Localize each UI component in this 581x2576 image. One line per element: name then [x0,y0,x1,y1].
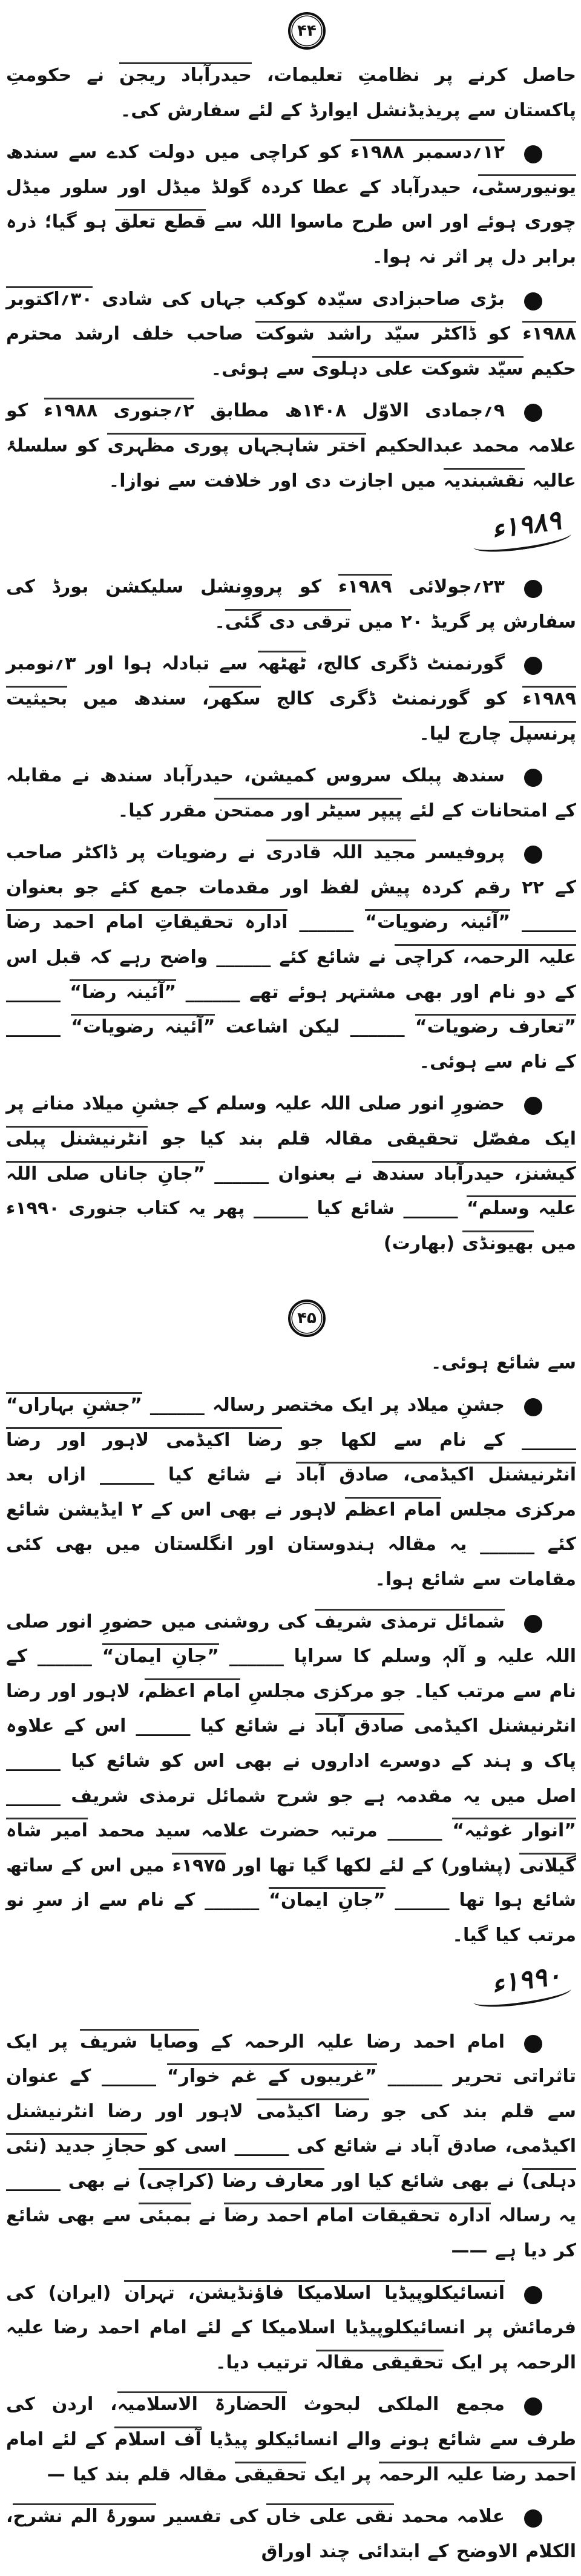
page-number-badge: ۴۵ [288,1300,326,1337]
text-run: کے لئے امام [6,2429,115,2451]
text-run: ______ کے نام سے ہوئی۔ [6,1016,576,1073]
bullet-icon [524,769,542,787]
emphasized-phrase: بمبئی [139,2203,191,2226]
page-number-badge: ۴۴ [288,12,326,50]
bullet-item [6,2025,576,2269]
text-run: کو سلسلۂ عالیہ [6,435,576,491]
text-run: ______ کے عنوان سے قلم بند کی جو [6,2066,576,2122]
bullet-item [6,1605,576,1953]
emphasized-phrase: تحقیقی مقالہ [316,2350,444,2373]
text-run: ۔ [214,611,225,632]
bullet-icon [524,292,542,310]
emphasized-phrase: یونیورسٹی [478,174,576,198]
text-run: نے شائع کئے ______ واضح رہے کہ قبل اس کے دو نام اور بھی مشتہر ہوئے تھے ______ [6,947,576,1003]
emphasized-phrase: بحیثیت پرنسپل [6,686,576,744]
bullet-icon [524,1398,542,1416]
bullet-item [6,282,576,387]
emphasized-phrase: پیپر سیٹر اور ممتحن [214,798,402,821]
emphasized-phrase: مجید اللہ قادری [266,840,416,863]
text-run: نے حکومتِ پاکستان سے پریذیڈنشل ایوارڈ کے لئے سفارش کی۔ [6,65,576,121]
bullet-icon [524,846,542,864]
text-run: کو کراچی میں دولت کدے سے سندھ [6,142,351,163]
emphasized-phrase: وصایا شریف [80,2029,199,2052]
text-run: ، اردن کی طرف سے شائع ہونے والے انسائیکلو پیڈیا [6,2394,576,2451]
emphasized-phrase: ۱۲؍دسمبر ۱۹۸۸ء [350,139,505,163]
paragraph [6,58,576,128]
emphasized-phrase: ۱۹۷۵ء [172,1853,226,1876]
text-run: کو گورنمنٹ ڈگری کالج [260,688,523,709]
emphasized-phrase: امام اعظم [145,1678,240,1702]
year-heading [6,505,570,564]
text-run: سے ہوئی۔ [211,358,313,380]
text-run: صاحب خلف ارشد محترم حکیم [6,323,576,380]
emphasized-phrase: نقشبندیہ [444,468,525,491]
bullet-icon [524,2035,542,2053]
text-run: ______ لیکن اشاعت [215,1016,415,1038]
bullet-item [6,2276,576,2380]
emphasized-phrase: ”آئینہ رضویات“ [71,1014,215,1037]
text-run: نے بعنوان ______ [205,1163,372,1184]
text-run: نے بھی ______ یہ رسالہ [6,2170,577,2227]
emphasized-phrase: امام اعظم [345,1497,441,1520]
text-run: لاہور اور رضا انٹرنیشنل اکیڈمی، صادق آباد نے شائع کی ______ اسی کو [6,2100,576,2157]
bullet-item [6,758,576,828]
emphasized-phrase: ”غریبوں کے غم خوار“ [167,2063,377,2087]
text-run: ۹؍جمادی الاوّل ۱۴۰۸ھ مطابق [194,400,505,422]
emphasized-phrase: انٹرنیشنل پبلی کیشنز، حیدرآباد سندھ [6,1126,576,1184]
year-heading-text: ۱۹۹۰ء [469,1958,573,2011]
emphasized-phrase: سکھر [209,686,260,709]
text-run: نے [191,2205,225,2227]
bullet-icon [524,657,542,675]
emphasized-phrase: ٹھٹھہ [258,651,307,674]
text-run: ، الکلام الاوضح کے ابتدائی چند اوراق [6,2506,576,2562]
text-run: مقرر کیا۔ [117,800,215,821]
emphasized-phrase: سیّد شوکت علی دہلوی [312,356,524,380]
text-run: (ایران) کی فرمائش پر انسائیکلوپیڈیا اسلامیکا کے لئے امام احمد رضا علیہ الرحمہ پر ایک [6,2282,576,2373]
book-page-45 [0,1300,581,2569]
emphasized-phrase: معارف رضا (کراچی) [139,2168,325,2192]
bullet-item [6,135,576,274]
paragraph [6,1346,576,1381]
text-run: نے بھی شائع کیا اور [324,2170,522,2192]
emphasized-phrase: صادق آباد [315,1713,404,1736]
page-number-row [6,12,576,52]
text-run: علامہ محمد [393,2506,505,2528]
text-run: سندھ پبلک سروس کمیشن، حیدرآباد سندھ نے مقابلہ کے امتحانات کے لئے [6,765,576,821]
text-run: مجمع الملکی لبحوث [286,2394,505,2416]
text-run: ترتیب دیا۔ [215,2351,316,2373]
text-run: (بھارت) [383,1232,462,1254]
text-run: ہو گیا؛ ذرہ برابر دل پر اثر نہ ہوا۔ [6,211,576,268]
text-run: مقالہ قلم بند کیا — [47,2463,235,2485]
emphasized-phrase: ۳۰؍اکتوبر ۱۹۸۸ء [6,286,576,345]
bullet-icon [524,580,542,598]
bullet-item [6,646,576,751]
text-run: ______ کے نام سے لکھا جو [282,1429,576,1451]
text-run: گورنمنٹ ڈگری کالج، [306,653,505,675]
emphasized-phrase: رضا اکیڈمی [257,2098,369,2122]
text-run: حاصل کرنے پر نظامتِ تعلیمات، [251,65,576,86]
text-run: کی تفسیر [156,2506,266,2528]
text-run: کی روشنی میں حضورِ انور صلی اللہ علیہ و آلہٖ وسلم کا سراپا ______ [6,1611,576,1668]
text-run: میں اس کے ساتھ شائع ہوا تھا ______ [6,1855,576,1911]
emphasized-phrase: انسائیکلوپیڈیا اسلامیکا فاؤنڈیشن، تہران [124,2280,505,2304]
text-run: لاہور نے بھی اس کے ۲ ایڈیشن شائع کئے ______ یہ مقالہ ہندوستان اور انگلستان میں بھی کئی مقامات سے شائع ہوا۔ [6,1499,576,1590]
year-heading-text: ۱۹۸۹ء [469,504,573,556]
bullet-item [6,1388,576,1597]
bullet-icon [524,404,542,422]
bullet-icon [524,1615,542,1633]
text-run: ، سندھ میں [67,688,209,709]
bullet-item [6,835,576,1079]
emphasized-phrase: رضا اکیڈمی لاہور اور رضا انٹرنیشنل اکیڈمی، صادق آباد [6,1427,576,1486]
text-run: پر ایک تاثراتی تحریر ______ [6,2031,577,2088]
text-run: ، حیدرآباد کے عطا کردہ گولڈ میڈل اور سلور میڈل چوری ہوئے اور اس طرح ماسوا اللہ سے [6,176,576,233]
text-run: پروفیسر [415,842,505,864]
text-run: ______ [287,912,366,933]
bullet-item [6,1086,576,1261]
page-44-content [6,58,576,1261]
emphasized-phrase: ادارہ تحقیقاتِ امام احمد رضا علیہ الرحمہ، کراچی [6,909,576,968]
emphasized-phrase: آف اسلام [114,2426,201,2450]
text-run: ______ کے نام سے مرتب کیا۔ جو مرکزی مجلسِ [6,1646,576,1702]
page-45-content [6,1346,576,2569]
text-run: جشنِ میلاد پر ایک مختصر رسالہ ______ [142,1395,505,1416]
text-run: پر ایک [306,2463,379,2485]
text-run: بڑی صاحبزادی سیّدہ کوکب جہاں کی شادی [92,288,505,310]
bullet-item [6,393,576,498]
bullet-icon [524,2397,542,2416]
text-run: سے تبادلہ ہوا اور ۳؍نومبر [6,653,258,675]
text-run: نے شائع کیا ______ ازاں بعد مرکزی مجلس [6,1464,576,1520]
emphasized-phrase: حجازِ جدید (نئی دہلی) [6,2133,576,2192]
text-run: کو پرووِنشل سلیکشن بورڈ کی سفارش پر گریڈ ۲۰ میں [6,576,576,632]
bullet-icon [524,1097,542,1115]
emphasized-phrase: ”آئینہ رضا“ [70,979,176,1003]
emphasized-phrase: احمد رضا علیہ الرحمہ [379,2462,576,2485]
emphasized-phrase: قطع تعلق [115,209,206,232]
text-run: (پشاور) کے لئے لکھا گیا تھا اور [226,1855,519,1876]
page-number-row [6,1300,576,1339]
emphasized-phrase: بھیونڈی [462,1230,534,1254]
text-run: نے رضویات پر ڈاکٹر صاحب کے ۲۲ رقم کردہ پیش لفظ اور مقدمات جمع کئے جو بعنوان ______ [6,842,577,933]
emphasized-phrase: ترقی دی گئی [225,609,351,632]
emphasized-phrase: ”تعارف رضویات“ [415,1014,576,1037]
emphasized-phrase: ”انوار غوثیہ“ [452,1818,576,1841]
bullet-item [6,2499,576,2569]
emphasized-phrase: ”آئینہ رضویات“ [365,909,510,933]
text-run: حضورِ انور صلی اللہ علیہ وسلم کے جشنِ میلاد منانے پر ایک مفصّل تحقیقی مقالہ قلم بند کیا جو [6,1093,576,1150]
book-page-44 [0,0,581,1261]
emphasized-phrase: ۲؍جنوری ۱۹۸۸ء [44,398,194,421]
emphasized-phrase: شمائل ترمذی شریف [315,1609,505,1632]
text-run: کو [476,323,523,345]
emphasized-phrase: نقی علی خاں [266,2503,394,2527]
year-heading [6,1959,570,2019]
emphasized-phrase: تحقیقی [235,2462,307,2485]
text-run: سے شائع ہوئی۔ [430,1352,576,1374]
text-run: ______ کے نام سے از سرِ نو مرتب کیا گیا۔ [6,1890,576,1946]
text-run: ______ مرتبہ حضرت علامہ سید محمد [87,1820,453,1842]
emphasized-phrase: سورۂ الم نشرح [13,2503,156,2527]
emphasized-phrase: ”جشنِ بہاراں“ [6,1392,142,1416]
text-run: ______ [6,981,70,1003]
emphasized-phrase: اختر شاہجہاں پوری مظہری [107,433,366,456]
text-run: ، لاہور اور رضا انٹرنیشنل اکیڈمی [6,1680,577,1737]
bullet-item [6,570,576,639]
emphasized-phrase: ڈاکٹر سیّد راشد شوکت [255,321,476,344]
emphasized-phrase: ”جانِ ایمان“ [102,1643,219,1667]
text-run: ۲۳؍جولائی [392,576,505,598]
emphasized-phrase: ”جانِ ایمان“ [269,1887,385,1911]
bullet-icon [524,2509,542,2528]
text-run: امام احمد رضا علیہ الرحمہ کے [199,2031,505,2052]
emphasized-phrase: ”جانِ جاناں صلی اللہ علیہ وسلم“ [6,1161,576,1220]
bullet-icon [524,2286,542,2304]
text-run: سے بھی شائع کر دیا ہے —— [6,2205,576,2262]
bullet-icon [524,145,542,163]
emphasized-phrase: ۱۹۸۹ء [338,574,392,597]
emphasized-phrase: ۱۹۸۹ء [522,686,576,709]
text-run: ______ شائع کیا ______ پھر یہ کتاب جنوری ۱۹۹۰ء میں [6,1198,576,1254]
text-run: چارج لیا۔ [419,723,510,744]
text-run: نے شائع کیا ______ اس کے علاوہ پاک و ہند کے دوسرے اداروں نے بھی اس کو شائع کیا ______ اصل میں یہ مقدمہ ہے جو شرح شمائل ترمذی شریف ______ [6,1715,576,1807]
text-run: کو علامہ محمد عبدالحکیم [6,400,576,456]
bullet-item [6,2387,576,2492]
emphasized-phrase: حیدرآباد ریجن [119,62,252,86]
emphasized-phrase: امیر شاہ گیلانی [6,1818,576,1876]
text-run: میں اجازت دی اور خلافت سے نوازا۔ [108,470,444,491]
emphasized-phrase: الحضارۃ الاسلامیہ [117,2391,287,2415]
emphasized-phrase: ادارہ تحقیقات امام احمد رضا [224,2203,491,2226]
